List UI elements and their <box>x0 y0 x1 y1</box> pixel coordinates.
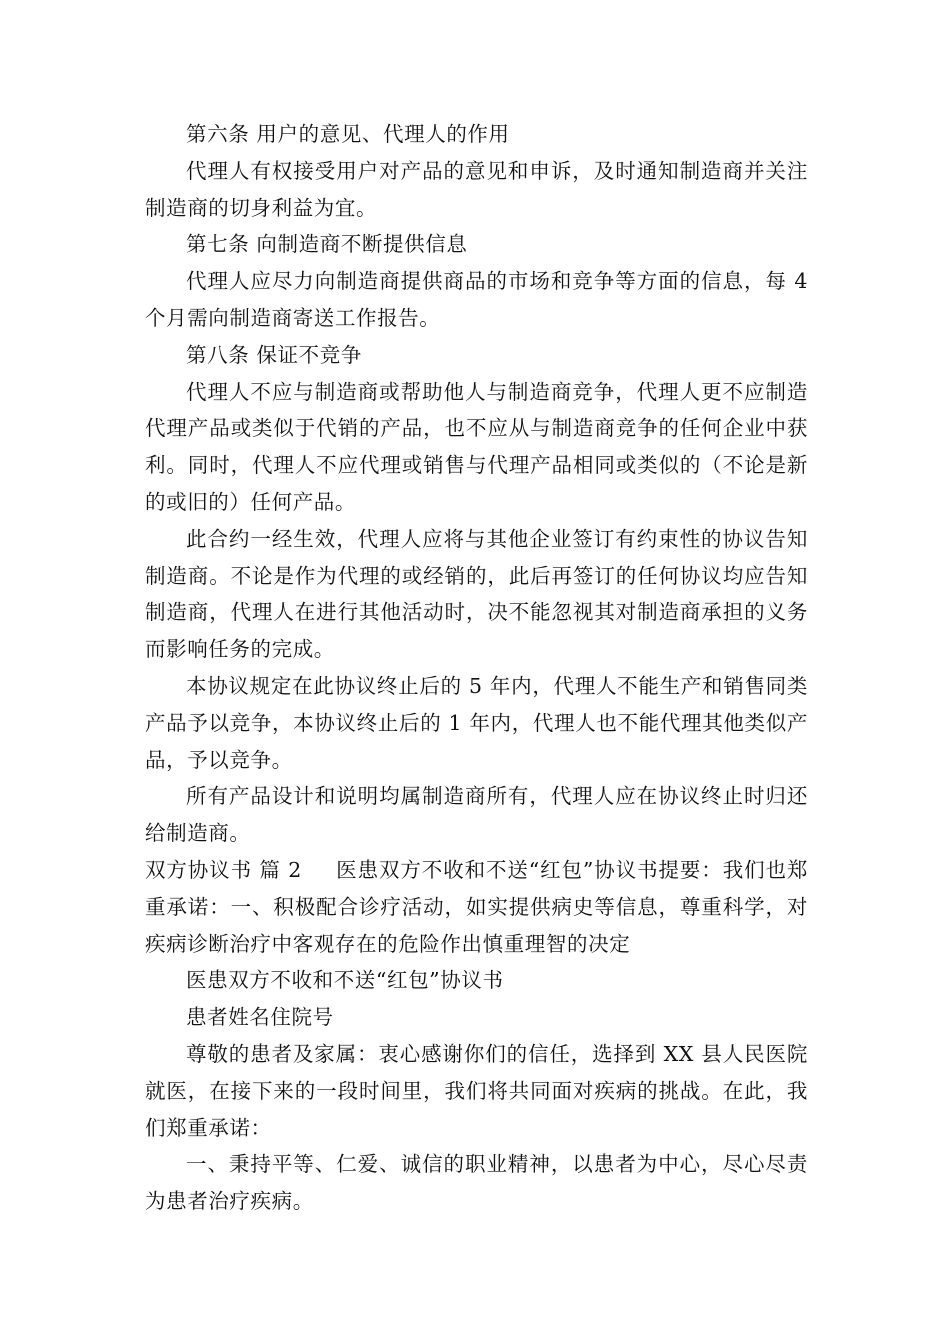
document-body <box>145 116 808 1220</box>
section-2-heading: 双方协议书 篇 2 <box>145 857 302 882</box>
agreement-title: 医患双方不收和不送“红包”协议书 <box>186 968 504 993</box>
article-7-heading: 第七条 向制造商不断提供信息 <box>186 232 468 257</box>
article-6-heading: 第六条 用户的意见、代理人的作用 <box>186 122 510 146</box>
promise-1: 一、秉持平等、仁爱、诚信的职业精神，以患者为中心，尽心尽责为患者治疗疾病。 <box>145 1152 808 1214</box>
article-8-body-4: 所有产品设计和说明均属制造商所有，代理人应在协议终止时归还给制造商。 <box>145 784 808 846</box>
greeting-paragraph: 尊敬的患者及家属：衷心感谢你们的信任，选择到 XX 县人民医院就医，在接下来的一段时间里，我们将共同面对疾病的挑战。在此，我们郑重承诺： <box>145 1041 808 1140</box>
section-2-intro <box>145 852 808 962</box>
article-8-body-1: 代理人不应与制造商或帮助他人与制造商竞争，代理人更不应制造代理产品或类似于代销的产品，也不应从与制造商竞争的任何企业中获利。同时，代理人不应代理或销售与代理产品相同或类似的（不论是新的或旧的）任何产品。 <box>145 379 808 514</box>
article-8-body-2: 此合约一经生效，代理人应将与其他企业签订有约束性的协议告知制造商。不论是作为代理的或经销的，此后再签订的任何协议均应告知制造商，代理人在进行其他活动时，决不能忽视其对制造商承担的义务而影响任务的完成。 <box>145 526 808 662</box>
article-8-heading: 第八条 保证不竞争 <box>186 342 362 367</box>
article-8-body-3: 本协议规定在此协议终止后的 5 年内，代理人不能生产和销售同类产品予以竞争，本协议终止后的 1 年内，代理人也不能代理其他类似产品，予以竞争。 <box>145 673 808 772</box>
section-2-summary: 医患双方不收和不送“红包”协议书提要：我们也郑重承诺：一、积极配合诊疗活动，如实提供病史等信息，尊重科学，对疾病诊断治疗中客观存在的危险作出慎重理智的决定 <box>145 857 808 956</box>
article-7-body: 代理人应尽力向制造商提供商品的市场和竞争等方面的信息，每 4 个月需向制造商寄送工作报告。 <box>145 269 808 330</box>
patient-info-line: 患者姓名住院号 <box>186 1005 334 1030</box>
article-6-body: 代理人有权接受用户对产品的意见和申诉，及时通知制造商并关注制造商的切身利益为宜。 <box>145 158 808 220</box>
